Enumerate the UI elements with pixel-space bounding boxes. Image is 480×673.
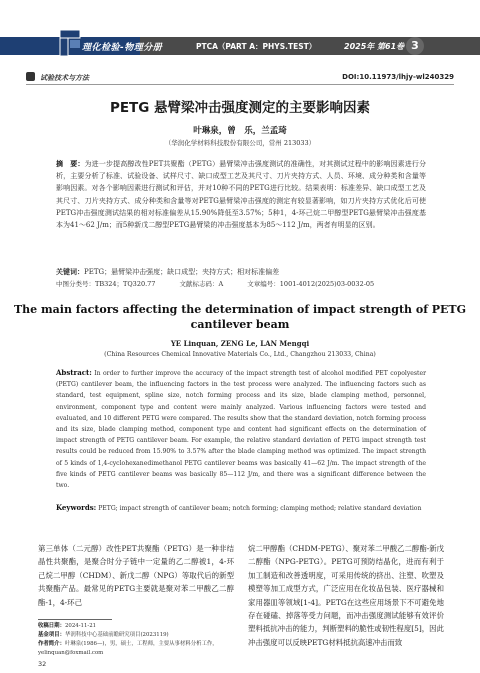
header-divider [26, 84, 454, 85]
article-number: 文章编号：1001-4012(2025)03-0032-05 [247, 280, 375, 288]
keywords-cn-text: PETG；悬臂梁冲击强度；缺口成型；夹持方式；相对标准偏差 [84, 268, 280, 276]
section-tag: 试验技术与方法 [40, 74, 89, 82]
body-right-column: 烷二甲醇酯（CHDM-PETG）、聚对苯二甲酸乙二醇酯-新戊二醇酯（NPG-PETG）。PETG可预防结晶化，进而有利于加工制造和改善透明度，可采用传统的挤出、注塑、吹塑及模塑等加工成型方式，广泛应用在化妆品包装、医疗器械和家用器皿等领域[1-4]。PETG在这些应用场景下不可避免地存在碰磕、掉落等受力问题，而冲击强度测试能够有效评价塑料抵抗冲击的能力，判断塑料的脆性或韧性程度[5]，因此冲击强度可以反映PETG材料抵抗高速冲击而致 [248, 544, 444, 647]
page-number: 32 [38, 660, 47, 668]
doi: DOI:10.11973/lhjy-wl240329 [342, 73, 454, 81]
keywords-en [56, 502, 426, 514]
year-issue: 2025年 第61卷 [344, 42, 405, 51]
doc-code: 文献标志码：A [179, 280, 224, 288]
keywords-en-label: Keywords: [56, 503, 97, 512]
footnote [38, 622, 234, 658]
affiliation-cn: （华润化学材料科技股份有限公司，常州 213033） [164, 139, 316, 147]
title-en: The main factors affecting the determination of impact strength of PETG cantilever beam [14, 303, 466, 331]
clc-number: 中图分类号：TB324；TQ320.77 [56, 280, 156, 288]
footnote-fund: 基金项目：华润科技中心基础前瞻研究项目(2023119) [38, 632, 169, 638]
journal-logo-icon [58, 28, 82, 58]
abstract-cn [56, 158, 426, 231]
classification-row [56, 279, 426, 288]
issue-number-badge: 3 [406, 37, 424, 55]
abstract-en-text: In order to further improve the accuracy of the impact strength test of alcohol modified PET copolyester (PETG) cantilever beam, the influencing factors in the test process were analyzed. The influencing factors such as standard, test equipment, spline size, notch forming process and its size, blade clamping method, personnel, environment, component type and content were mainly analyzed. Various influencing factors were tested and evaluated, and 10 different PETG were compared. The results show that the standard deviation, notch forming process and its size, blade clamping method, component type and content had significant effects on the determination of impact strength of PETG cantilever beam. For example, the relative standard deviation of PETG impact strength test results could be reduced from 15.90% to 3.57% after the blade clamping method was optimized. The impact strength of 5 kinds of 1,4-cyclohexanedimethanol PETG cantilever beams was basically 41—62 J/m. The impact strength of the five kinds of PETG cantilever beams was basically 85—112 J/m, and there was a significant difference between the two. [56, 370, 426, 490]
authors-en: YE Linquan, ZENG Le, LAN Mengqi [170, 339, 310, 348]
footnote-author: 作者简介：叶琳泉(1986—)，男，硕士，工程师，主要从事材料分析工作，yelinquan@foxmail.com [38, 641, 218, 656]
footnote-received: 收稿日期：2024-11-21 [38, 623, 97, 629]
body-left-column: 第三单体（二元醇）改性PET共聚酯（PETG）是一种非结晶性共聚酯，是聚合时分子链中一定量的乙二醇被1，4-环己烷二甲醇（CHDM）、新戊二醇（NPG）等取代后的新型共聚酯产品。最常见的PETG主要就是聚对苯二甲酸乙二醇酯-1，4-环己 [38, 544, 234, 607]
journal-en-name: PTCA（PART A：PHYS.TEST） [196, 42, 317, 51]
keywords-cn-label: 关键词： [56, 267, 84, 276]
keywords-cn [56, 267, 426, 277]
journal-name: 理化检验-物理分册 [82, 43, 163, 53]
abstract-en [56, 367, 426, 491]
authors-cn: 叶琳泉，曾 乐，兰孟琦 [193, 126, 287, 136]
abstract-cn-label: 摘 要： [56, 159, 85, 168]
title-cn: PETG 悬臂梁冲击强度测定的主要影响因素 [109, 100, 371, 116]
footnote-divider [38, 619, 112, 620]
abstract-en-label: Abstract: [56, 368, 92, 377]
affiliation-en: (China Resources Chemical Innovative Materials Co., Ltd., Changzhou 213033, China) [104, 351, 376, 358]
keywords-en-text: PETG; impact strength of cantilever beam; notch forming; clamping method; relative standard deviation [98, 505, 422, 512]
abstract-cn-text: 为进一步提高醇改性PET共聚酯（PETG）悬臂梁冲击强度测试的准确性，对其测试过程中的影响因素进行分析，主要分析了标准、试验设备、试样尺寸、缺口成型工艺及其尺寸、刀片夹持方式、人员、环境、成分种类和含量等影响因素。对各个影响因素进行测试和评估，并对10种不同的PETG进行比较。结果表明：标准差异、缺口成型工艺及其尺寸、刀片夹持方式、成分种类和含量等对PETG悬臂梁冲击强度的测定有较显著影响，如刀片夹持方式优化后可使PETG冲击强度测试结果的相对标准偏差从15.90%降低至3.57%；5种1，4-环己烷二甲醇型PETG悬臂梁冲击强度基本为41～62 J/m；而5种新戊二醇型PETG悬臂梁的冲击强度基本为85～112 J/m，两者有明显的区别。 [56, 160, 427, 230]
